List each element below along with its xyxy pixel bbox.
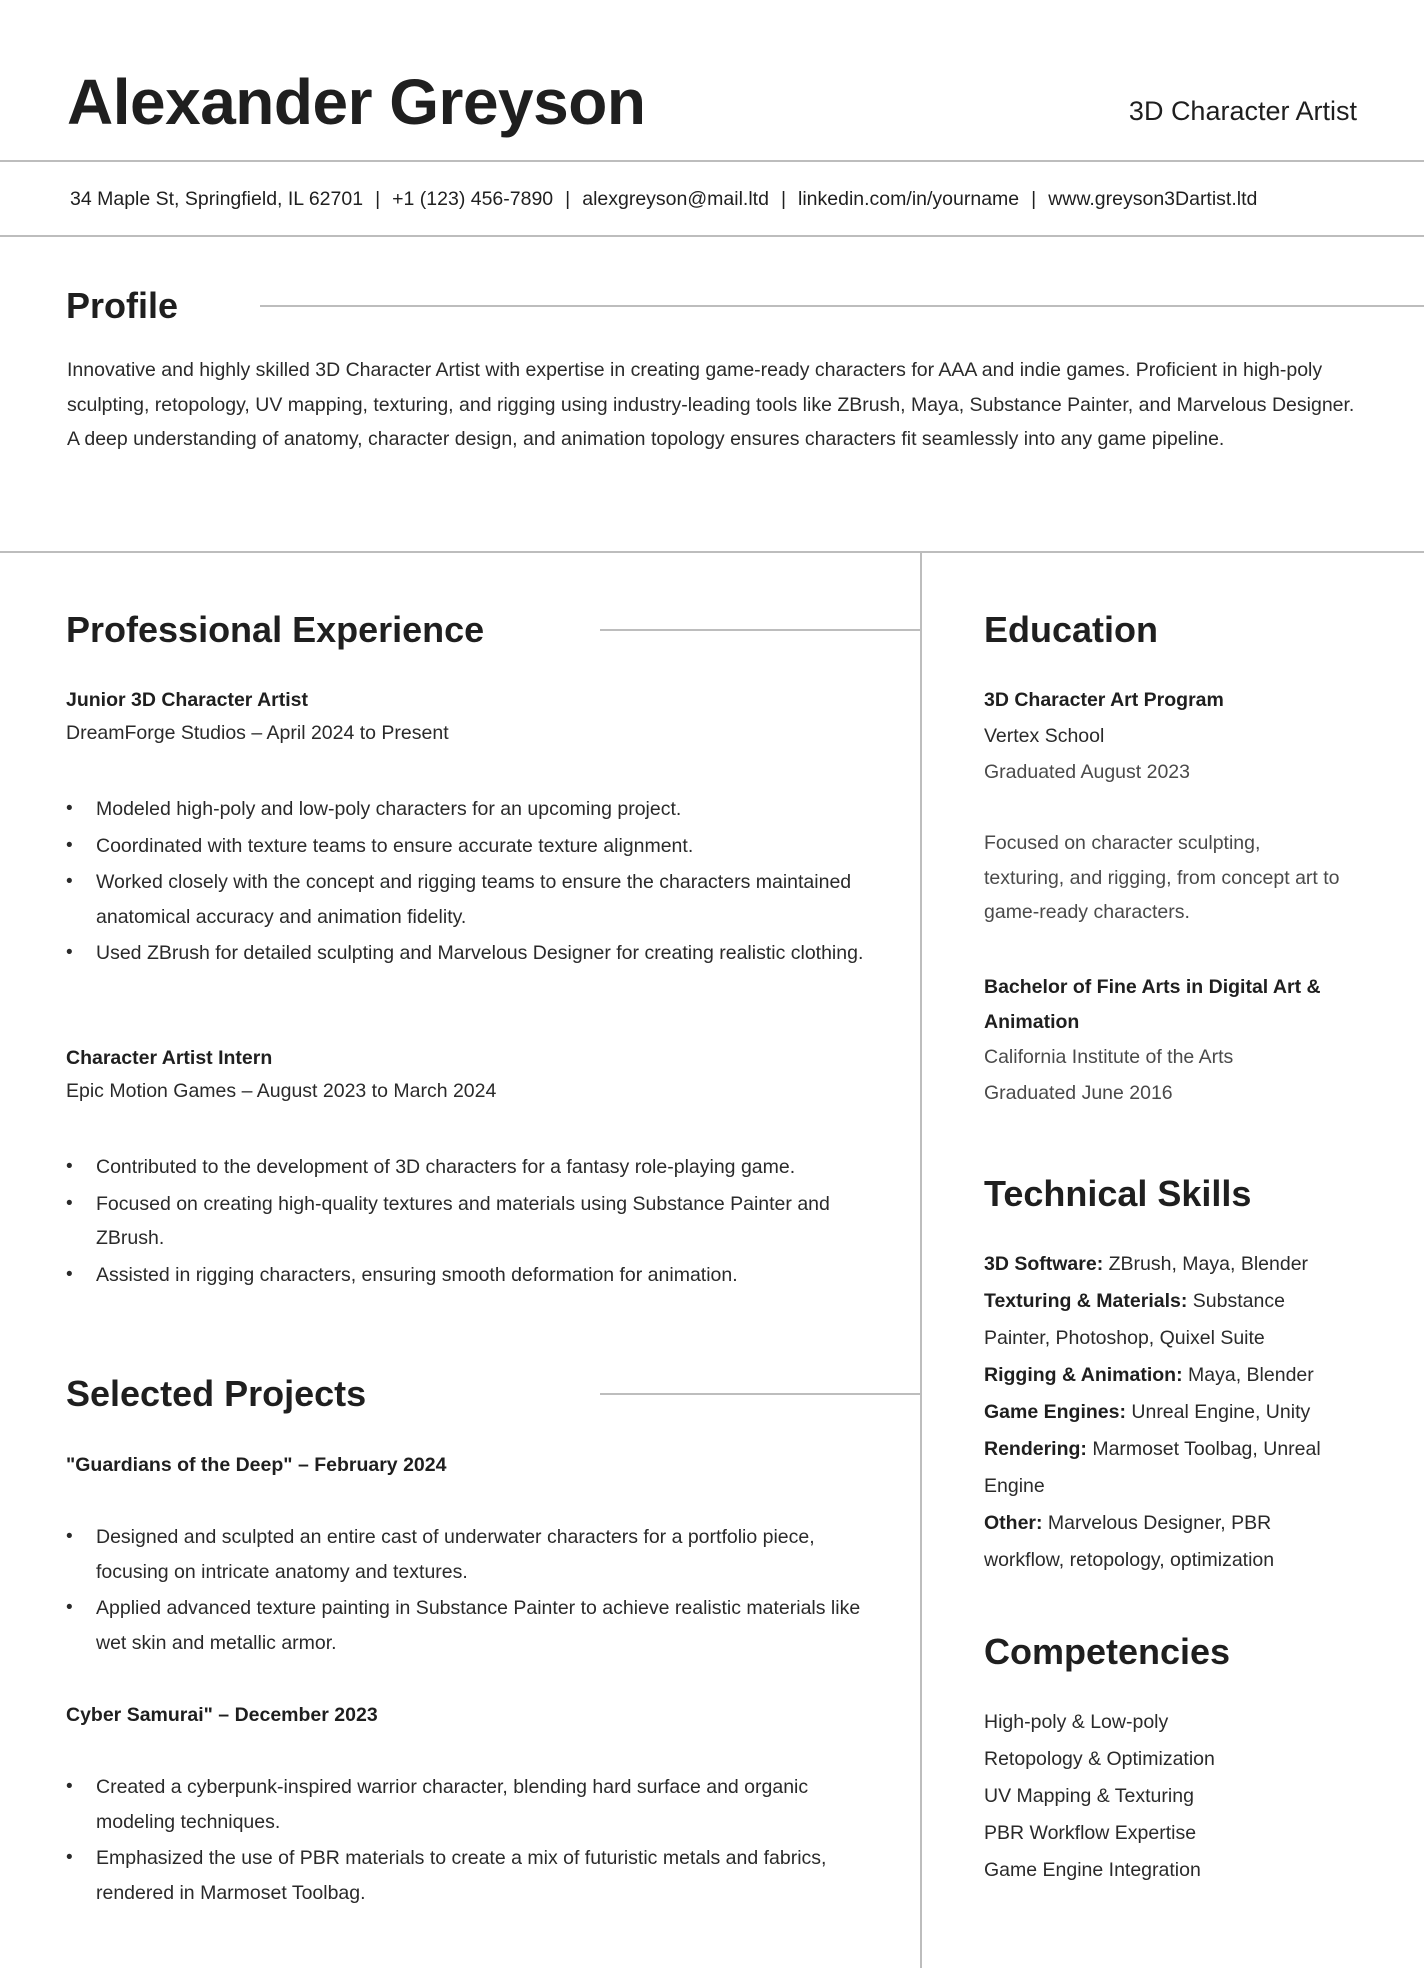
list-item: • Emphasized the use of PBR materials to create a mix of futuristic metals and fabrics, rendered in Marmoset Toolbag. [66, 1841, 866, 1910]
job-entry-bullets [66, 792, 866, 973]
list-item: • Worked closely with the concept and rigging teams to ensure the characters maintained anatomical accuracy and animation fidelity. [66, 865, 866, 934]
education-entry-description: Focused on character sculpting, texturing, and rigging, from concept art to game-ready characters. [984, 832, 1340, 923]
job-entry-company: Epic Motion Games – August 2023 to March 2024 [66, 1080, 497, 1102]
job-entry-bullets [66, 1150, 866, 1294]
list-item: • Focused on creating high-quality textures and materials using Substance Painter and ZBrush. [66, 1187, 866, 1256]
competency-item: Retopology & Optimization [984, 1748, 1215, 1770]
header-divider [0, 160, 1424, 162]
job-title: 3D Character Artist [1128, 96, 1357, 126]
contact-email: alexgreyson@mail.ltd [582, 188, 769, 210]
projects-heading-rule [600, 1393, 920, 1395]
skill-item [984, 1357, 1354, 1394]
list-item: • Modeled high-poly and low-poly characters for an upcoming project. [66, 792, 866, 827]
skill-item [984, 1505, 1354, 1579]
education-entry-title: Bachelor of Fine Arts in Digital Art & Animation [984, 976, 1321, 1033]
profile-heading-rule [260, 305, 1424, 307]
column-divider [920, 551, 922, 1968]
skill-label: Rendering: [984, 1438, 1087, 1460]
projects-heading: Selected Projects [66, 1373, 367, 1414]
skill-value: Maya, Blender [1188, 1364, 1314, 1386]
profile-divider [0, 551, 1424, 553]
skill-label: Texturing & Materials: [984, 1290, 1188, 1312]
skill-label: 3D Software: [984, 1253, 1104, 1275]
contact-separator: | [1031, 188, 1037, 210]
contact-website: www.greyson3Dartist.ltd [1048, 188, 1258, 210]
education-entry-date: Graduated June 2016 [984, 1082, 1173, 1104]
contact-separator: | [780, 188, 787, 210]
skill-label: Rigging & Animation: [984, 1364, 1183, 1386]
list-item: • Used ZBrush for detailed sculpting and Marvelous Designer for creating realistic clothing. [66, 936, 866, 971]
job-entry [66, 1043, 866, 1109]
competencies-list [984, 1704, 1364, 1889]
project-title: Cyber Samurai" – December 2023 [66, 1704, 378, 1726]
list-item: • Coordinated with texture teams to ensure accurate texture alignment. [66, 829, 866, 864]
experience-heading: Professional Experience [66, 609, 485, 650]
contact-bar [70, 184, 1257, 214]
project-title: "Guardians of the Deep" – February 2024 [66, 1454, 447, 1476]
education-heading: Education [984, 609, 1159, 650]
skill-value: Unreal Engine, Unity [1131, 1401, 1311, 1423]
competency-item: PBR Workflow Expertise [984, 1822, 1197, 1844]
skill-value: Marmoset Toolbag, Unreal Engine [984, 1438, 1321, 1497]
skill-item [984, 1394, 1354, 1431]
profile-text: Innovative and highly skilled 3D Character Artist with expertise in creating game-ready characters for AAA and indie games. Proficient in high-poly sculpting, retopology, UV mapping, texturing, and rigging using industry-leading tools like ZBrush, Maya, Substance Painter, and Marvelous Designer. A deep understanding of anatomy, character design, and animation topology ensures characters fit seamlessly into any game pipeline. [67, 359, 1355, 450]
list-item: • Applied advanced texture painting in Substance Painter to achieve realistic materials like wet skin and metallic armor. [66, 1591, 866, 1660]
education-entry-school: California Institute of the Arts [984, 1046, 1234, 1068]
job-entry-title: Character Artist Intern [66, 1047, 273, 1069]
education-entry-date: Graduated August 2023 [984, 760, 1190, 783]
skill-item [984, 1283, 1354, 1357]
skill-value: Substance Painter, Photoshop, Quixel Suite [984, 1290, 1285, 1349]
skill-value: Marvelous Designer, PBR workflow, retopology, optimization [984, 1512, 1275, 1571]
list-item: • Assisted in rigging characters, ensuring smooth deformation for animation. [66, 1258, 866, 1293]
contact-divider [0, 235, 1424, 237]
education-entry-title: 3D Character Art Program [984, 689, 1224, 711]
contact-address: 34 Maple St, Springfield, IL 62701 [70, 188, 364, 210]
list-item: • Contributed to the development of 3D characters for a fantasy role-playing game. [66, 1150, 866, 1185]
contact-phone: +1 (123) 456-7890 [392, 188, 554, 210]
project-bullets [66, 1770, 866, 1912]
job-entry-company: DreamForge Studios – April 2024 to Present [66, 722, 449, 744]
skill-label: Game Engines: [984, 1401, 1126, 1423]
project-bullets [66, 1520, 866, 1662]
competencies-heading: Competencies [984, 1631, 1231, 1672]
skills-list [984, 1246, 1354, 1579]
education-entry [984, 970, 1354, 1111]
skills-heading: Technical Skills [984, 1173, 1252, 1214]
competency-item: Game Engine Integration [984, 1859, 1201, 1881]
skill-label: Other: [984, 1512, 1043, 1534]
list-item: • Created a cyberpunk-inspired warrior character, blending hard surface and organic modeling techniques. [66, 1770, 866, 1839]
experience-heading-rule [600, 629, 920, 631]
competency-item: High-poly & Low-poly [984, 1711, 1169, 1733]
skill-item [984, 1246, 1354, 1283]
education-entry [984, 683, 1364, 790]
job-entry [66, 685, 866, 751]
contact-separator: | [375, 188, 381, 210]
skill-item [984, 1431, 1354, 1505]
profile-heading: Profile [66, 285, 179, 326]
competency-item: UV Mapping & Texturing [984, 1785, 1194, 1807]
contact-linkedin: linkedin.com/in/yourname [798, 188, 1020, 210]
candidate-name: Alexander Greyson [67, 66, 646, 138]
list-item: • Designed and sculpted an entire cast of underwater characters for a portfolio piece, focusing on intricate anatomy and textures. [66, 1520, 866, 1589]
skill-value: ZBrush, Maya, Blender [1108, 1253, 1309, 1275]
job-entry-title: Junior 3D Character Artist [66, 689, 309, 711]
education-entry-school: Vertex School [984, 724, 1105, 747]
contact-separator: | [565, 188, 571, 210]
